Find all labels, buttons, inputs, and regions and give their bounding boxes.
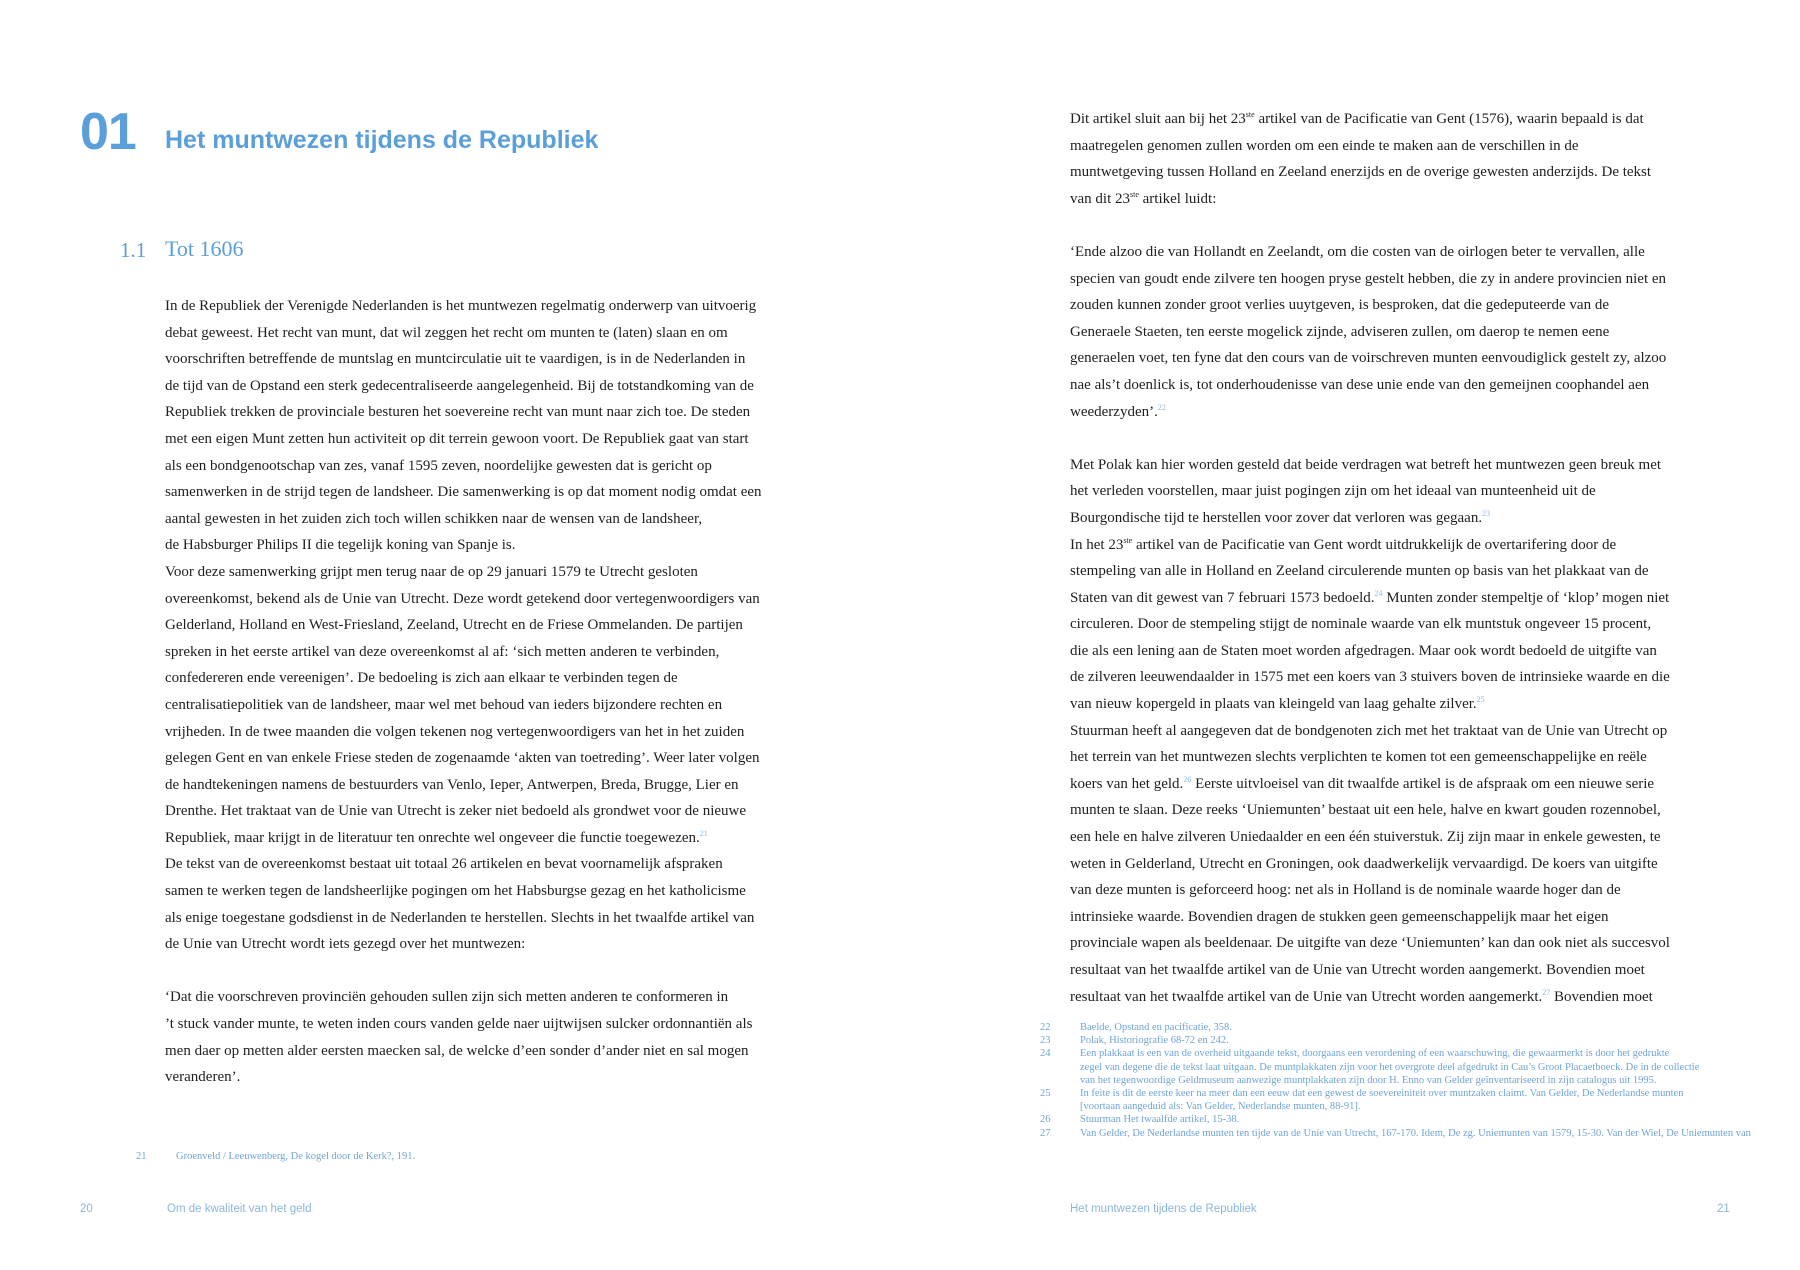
footnote-23	[1040, 1034, 1751, 1047]
body-line: gelegen Gent en van enkele Friese steden de zogenaamde ‘akten van toetreding’. Weer later volgen	[165, 750, 760, 767]
chapter-title: Het muntwezen tijdens de Republiek	[165, 126, 599, 154]
body-line: Republiek trekken de provinciale besturen het soevereine recht van munt naar zich toe. De steden	[165, 404, 751, 421]
footnote-number: 21	[136, 1151, 147, 1162]
left-footnotes	[136, 1150, 415, 1163]
text-part: artikel van de Pacificatie van Gent (1576), waarin bepaald is dat	[1254, 111, 1644, 127]
text-part: Staten van dit gewest van 7 februari 1573 bedoeld.	[1070, 589, 1375, 606]
body-line: voorschriften betreffende de muntslag en muntcirculatie uit te vaardigen, is in de Nederlanden in	[165, 351, 746, 368]
body-line: vrijheden. In de twee maanden die volgen tekenen nog vertegenwoordigers van het in het zuiden	[165, 723, 745, 740]
quote-line: ‘Dat die voorschreven provinciën gehouden sullen zijn sich metten anderen te conformeren in	[165, 989, 729, 1006]
text-part: resultaat van het twaalfde artikel van de Unie van Utrecht worden aangemerkt.	[1070, 988, 1543, 1005]
quote-line-with-footnote	[1070, 399, 1760, 426]
body-line: debat geweest. Het recht van munt, dat wil zeggen het recht om munten te (laten) slaan en om	[165, 324, 728, 341]
left-body-text	[165, 293, 835, 1091]
superscript-ste: ste	[1245, 110, 1255, 119]
body-line: het terrein van het muntwezen slechts verplichten te komen tot een gemeenschappelijke en reële	[1070, 749, 1647, 766]
quote-line: specien van goudt ende zilvere ten hoogen pryse gestelt hebben, die zy in andere provincien niet en	[1070, 270, 1667, 287]
body-line-text: weederzyden’.	[1070, 403, 1158, 420]
body-line: samenwerken in de strijd tegen de landsheer. Die samenwerking is op dat moment nodig omdat een	[165, 484, 762, 501]
footnote-ref-27[interactable]: 27	[1542, 987, 1551, 997]
quote-line: veranderen’.	[165, 1069, 241, 1086]
body-line: de Unie van Utrecht wordt iets gezegd over het muntwezen:	[165, 936, 526, 953]
footnote-ref-23[interactable]: 23	[1482, 508, 1491, 518]
footnote-text: [voortaan aangeduid als: Van Gelder, Nederlandse munten, 88-91].	[1080, 1101, 1361, 1113]
quote-line: zouden kunnen zonder groot verlies uuytgeven, is besproken, dat die gedeputeerde van de	[1070, 297, 1609, 314]
footnote-22	[1040, 1021, 1751, 1034]
footnote-ref-26[interactable]: 26	[1183, 774, 1192, 784]
footnote-ref-21[interactable]: 21	[699, 828, 708, 838]
footnote-text: Baelde, Opstand en pacificatie, 358.	[1080, 1022, 1232, 1033]
body-line-text: van nieuw kopergeld in plaats van kleingeld van laag gehalte zilver.	[1070, 696, 1477, 713]
body-line: met een eigen Munt zetten hun activiteit op dit terrein gewoon voort. De Republiek gaat van start	[165, 430, 749, 447]
body-line: spreken in het eerste artikel van deze overeenkomst al af: ‘sich metten anderen te verbinden,	[165, 643, 720, 660]
body-line: Drenthe. Het traktaat van de Unie van Utrecht is zeker niet bedoeld als grondwet voor de nieuwe	[165, 803, 747, 820]
body-line-text: Bourgondische tijd te herstellen voor zover dat verloren was gegaan.	[1070, 509, 1483, 526]
footnote-number: 25	[1040, 1088, 1051, 1100]
body-line: provinciale wapen als beeldenaar. De uitgifte van deze ‘Uniemunten’ kan dan ook niet als succesvol	[1070, 935, 1670, 952]
body-line-with-footnote	[1070, 505, 1760, 532]
footnote-26	[1040, 1113, 1751, 1126]
right-page	[900, 0, 1800, 1270]
footnote-ref-22[interactable]: 22	[1157, 402, 1166, 412]
footnote-text: Polak, Historiografie 68-72 en 242.	[1080, 1035, 1229, 1047]
footnote-ref-25[interactable]: 25	[1476, 695, 1485, 705]
body-line: weten in Gelderland, Utrecht en Groningen, ook daadwerkelijk vervaardigd. De koers van uitgifte	[1070, 855, 1658, 872]
text-part: Bovendien moet	[1550, 988, 1653, 1005]
body-line-with-footnote	[165, 825, 835, 852]
chapter-number: 01	[80, 103, 136, 161]
body-line-with-footnote	[1070, 691, 1760, 718]
running-head-left: Om de kwaliteit van het geld	[167, 1203, 312, 1215]
paragraph-gap	[1070, 212, 1760, 239]
body-line: De tekst van de overeenkomst bestaat uit totaal 26 artikelen en bevat voornamelijk afspraken	[165, 856, 723, 873]
body-line-with-footnote	[1070, 984, 1760, 1011]
footnote-27	[1040, 1127, 1751, 1140]
body-line: Met Polak kan hier worden gesteld dat beide verdragen wat betreft het muntwezen geen breuk met	[1070, 456, 1662, 473]
running-head-right: Het muntwezen tijdens de Republiek	[1070, 1203, 1257, 1215]
body-line: de handtekeningen namens de bestuurders van Venlo, Ieper, Antwerpen, Breda, Brugge, Lier en	[165, 776, 739, 793]
page-number-right: 21	[1717, 1203, 1730, 1215]
text-part: In het 23	[1070, 536, 1124, 553]
footnote-text: Een plakkaat is een van de overheid uitgaande tekst, doorgaans een verordening of een waarschuwing, die gewaarmerkt is door het gedrukte	[1080, 1048, 1670, 1060]
body-line: munten te slaan. Deze reeks ‘Uniemunten’ bestaat uit een hele, halve en kwart gouden rozennobel,	[1070, 802, 1661, 819]
footnote-number: 26	[1040, 1114, 1051, 1126]
body-line: samen te werken tegen de landsheerlijke pogingen om het Habsburgse gezag en het katholicisme	[165, 883, 746, 900]
text-part: artikel van de Pacificatie van Gent wordt uitdrukkelijk de overtarifering door de	[1132, 536, 1617, 553]
text-part: van dit 23	[1070, 190, 1130, 207]
body-line: intrinsieke waarde. Bovendien dragen de stukken geen gemeenschappelijk maar het eigen	[1070, 908, 1609, 925]
body-line: de Habsburger Philips II die tegelijk koning van Spanje is.	[165, 537, 516, 554]
text-part: koers van het geld.	[1070, 775, 1184, 792]
footnote-number: 22	[1040, 1022, 1051, 1033]
text-part: Eerste uitvloeisel van dit twaalfde artikel is de afspraak om een nieuwe serie	[1191, 775, 1655, 792]
body-line: resultaat van het twaalfde artikel van de Unie van Utrecht worden aangemerkt. Bovendien moet	[1070, 962, 1645, 978]
body-line: maatregelen genomen zullen worden om een einde te maken aan de verschillen in de	[1070, 137, 1579, 154]
body-line-with-sup	[1070, 106, 1760, 133]
footnote-text: Groenveld / Leeuwenberg, De kogel door de Kerk?, 191.	[176, 1151, 416, 1162]
footnote-ref-24[interactable]: 24	[1374, 588, 1383, 598]
footnote-24	[1040, 1047, 1751, 1087]
footnote-number: 24	[1040, 1048, 1051, 1060]
section-number: 1.1	[120, 238, 147, 262]
section-title: Tot 1606	[165, 236, 244, 261]
body-line: circuleren. Door de stempeling stijgt de nominale waarde van elk muntstuk ongeveer 15 procent,	[1070, 616, 1652, 633]
body-line: overeenkomst, bekend als de Unie van Utrecht. Deze wordt getekend door vertegenwoordigers van	[165, 590, 760, 607]
body-line-with-sup	[1070, 532, 1760, 559]
text-part: Munten zonder stempeltje of ‘klop’ mogen niet	[1382, 589, 1670, 606]
right-body-text	[1070, 106, 1760, 1010]
body-line-with-footnote	[1070, 585, 1760, 612]
body-line-text: Republiek, maar krijgt in de literatuur ten onrechte wel ongeveer die functie toegewezen.	[165, 829, 700, 846]
body-line: het verleden voorstellen, maar juist pogingen zijn om het ideaal van munteenheid uit de	[1070, 483, 1596, 500]
body-line: die als een lening aan de Staten moet worden afgedragen. Maar ook wordt bedoeld de uitgifte van	[1070, 642, 1657, 659]
body-line: de zilveren leeuwendaalder in 1575 met een koers van 3 stuivers boven de intrinsieke waarde en die	[1070, 669, 1670, 686]
body-line: Gelderland, Holland en West-Friesland, Zeeland, Utrecht en de Friese Ommelanden. De partijen	[165, 617, 743, 634]
quote-line: ’t stuck vander munte, te weten inden cours vanden gelde naer uijtwijsen sulcker ordonnantiën als	[165, 1016, 753, 1033]
quote-line: men daer op metten alder eersten maecken sal, de welcke d’een sonder d’ander niet en sal mogen	[165, 1042, 749, 1059]
right-footnotes	[1040, 1021, 1751, 1140]
page-number-left: 20	[80, 1203, 93, 1215]
body-line: confedereren ende vereenigen’. De bedoeling is zich aan elkaar te verbinden tegen de	[165, 670, 678, 687]
superscript-ste: ste	[1130, 189, 1139, 199]
body-line: muntwetgeving tussen Holland en Zeeland enerzijds en de overige gewesten anderzijds. De tekst	[1070, 164, 1652, 181]
body-line: Voor deze samenwerking grijpt men terug naar de op 29 januari 1579 te Utrecht gesloten	[165, 563, 698, 580]
body-line: Stuurman heeft al aangegeven dat de bondgenoten zich met het traktaat van de Unie van Utrecht op	[1070, 722, 1668, 739]
text-part: artikel luidt:	[1138, 190, 1217, 207]
body-line: als een bondgenootschap van zes, vanaf 1595 zeven, noordelijke gewesten dat is gericht op	[165, 457, 712, 474]
footnote-number: 27	[1040, 1127, 1051, 1139]
quote-line: generaelen voet, ten fyne dat den cours van de voirschreven munten eenvoudiglick gestelt zy, alzoo	[1070, 350, 1667, 367]
footnote-text: Van Gelder, De Nederlandse munten ten tijde van de Unie van Utrecht, 167-170. Idem, De zg. Uniemunten van 1579, 15-30. Van der Wiel, De Uniemunten van	[1080, 1127, 1751, 1139]
footnote-number: 23	[1040, 1035, 1051, 1047]
footnote-text: van het tegenwoordige Geldmuseum aanwezige muntplakkaten zijn door H. Enno van Gelder geïnventariseerd in zijn catalogus uit 1995.	[1080, 1074, 1657, 1086]
body-line: als enige toegestane godsdienst in de Nederlanden te herstellen. Slechts in het twaalfde artikel van	[165, 909, 755, 926]
body-line-with-sup	[1070, 186, 1760, 213]
quote-line: Generaele Staeten, ten eerste mogelick zijnde, adviseren zullen, om daerop te nemen eene	[1070, 323, 1610, 340]
footnote-21	[136, 1150, 415, 1163]
body-line: de tijd van de Opstand een sterk gedecentraliseerde aangelegenheid. Bij de totstandkoming van de	[165, 377, 754, 394]
body-line: aantal gewesten in het zuiden zich toch willen schikken naar de wensen van de landsheer,	[165, 510, 703, 527]
body-line: stempeling van alle in Holland en Zeeland circulerende munten op basis van het plakkaat van de	[1070, 563, 1649, 580]
text-part: Dit artikel sluit aan bij het 23	[1070, 111, 1246, 127]
quote-line: ‘Ende alzoo die van Hollandt en Zeelandt, om die costen van de oirlogen beter te vervallen, alle	[1070, 243, 1645, 260]
footnote-text: zegel van degene die de tekst laat uitgaan. De muntplakkaten zijn voor het overgrote deel afgedrukt in Cau’s Groot Placaetboeck. De in de collectie	[1080, 1061, 1700, 1073]
footnote-text: In feite is dit de eerste keer na meer dan een eeuw dat een gewest de soevereiniteit over muntzaken claimt. Van Gelder, De Nederlandse munten	[1080, 1088, 1684, 1100]
superscript-ste: ste	[1123, 535, 1133, 545]
body-line-with-footnote	[1070, 771, 1760, 798]
body-line: In de Republiek der Verenigde Nederlanden is het muntwezen regelmatig onderwerp van uitvoerig	[165, 298, 757, 314]
footnote-text: Stuurman Het twaalfde artikel, 15-38.	[1080, 1114, 1240, 1126]
footnote-25	[1040, 1087, 1751, 1113]
body-line: van deze munten is geforceerd hoog: net als in Holland is de nominale waarde hoger dan de	[1070, 882, 1621, 899]
paragraph-gap	[165, 958, 835, 985]
body-line: centralisatiepolitiek van de landsheer, maar wel met behoud van ieders bijzondere rechten en	[165, 696, 723, 713]
paragraph-gap	[1070, 425, 1760, 452]
quote-line: nae als’t doenlick is, tot onderhoudenisse van dese unie ende van den gemeijnen coophandel aen	[1070, 376, 1650, 393]
body-line: een hele en halve zilveren Uniedaalder en een één stuiverstuk. Zij zijn maar in enkele gewesten, te	[1070, 829, 1661, 846]
